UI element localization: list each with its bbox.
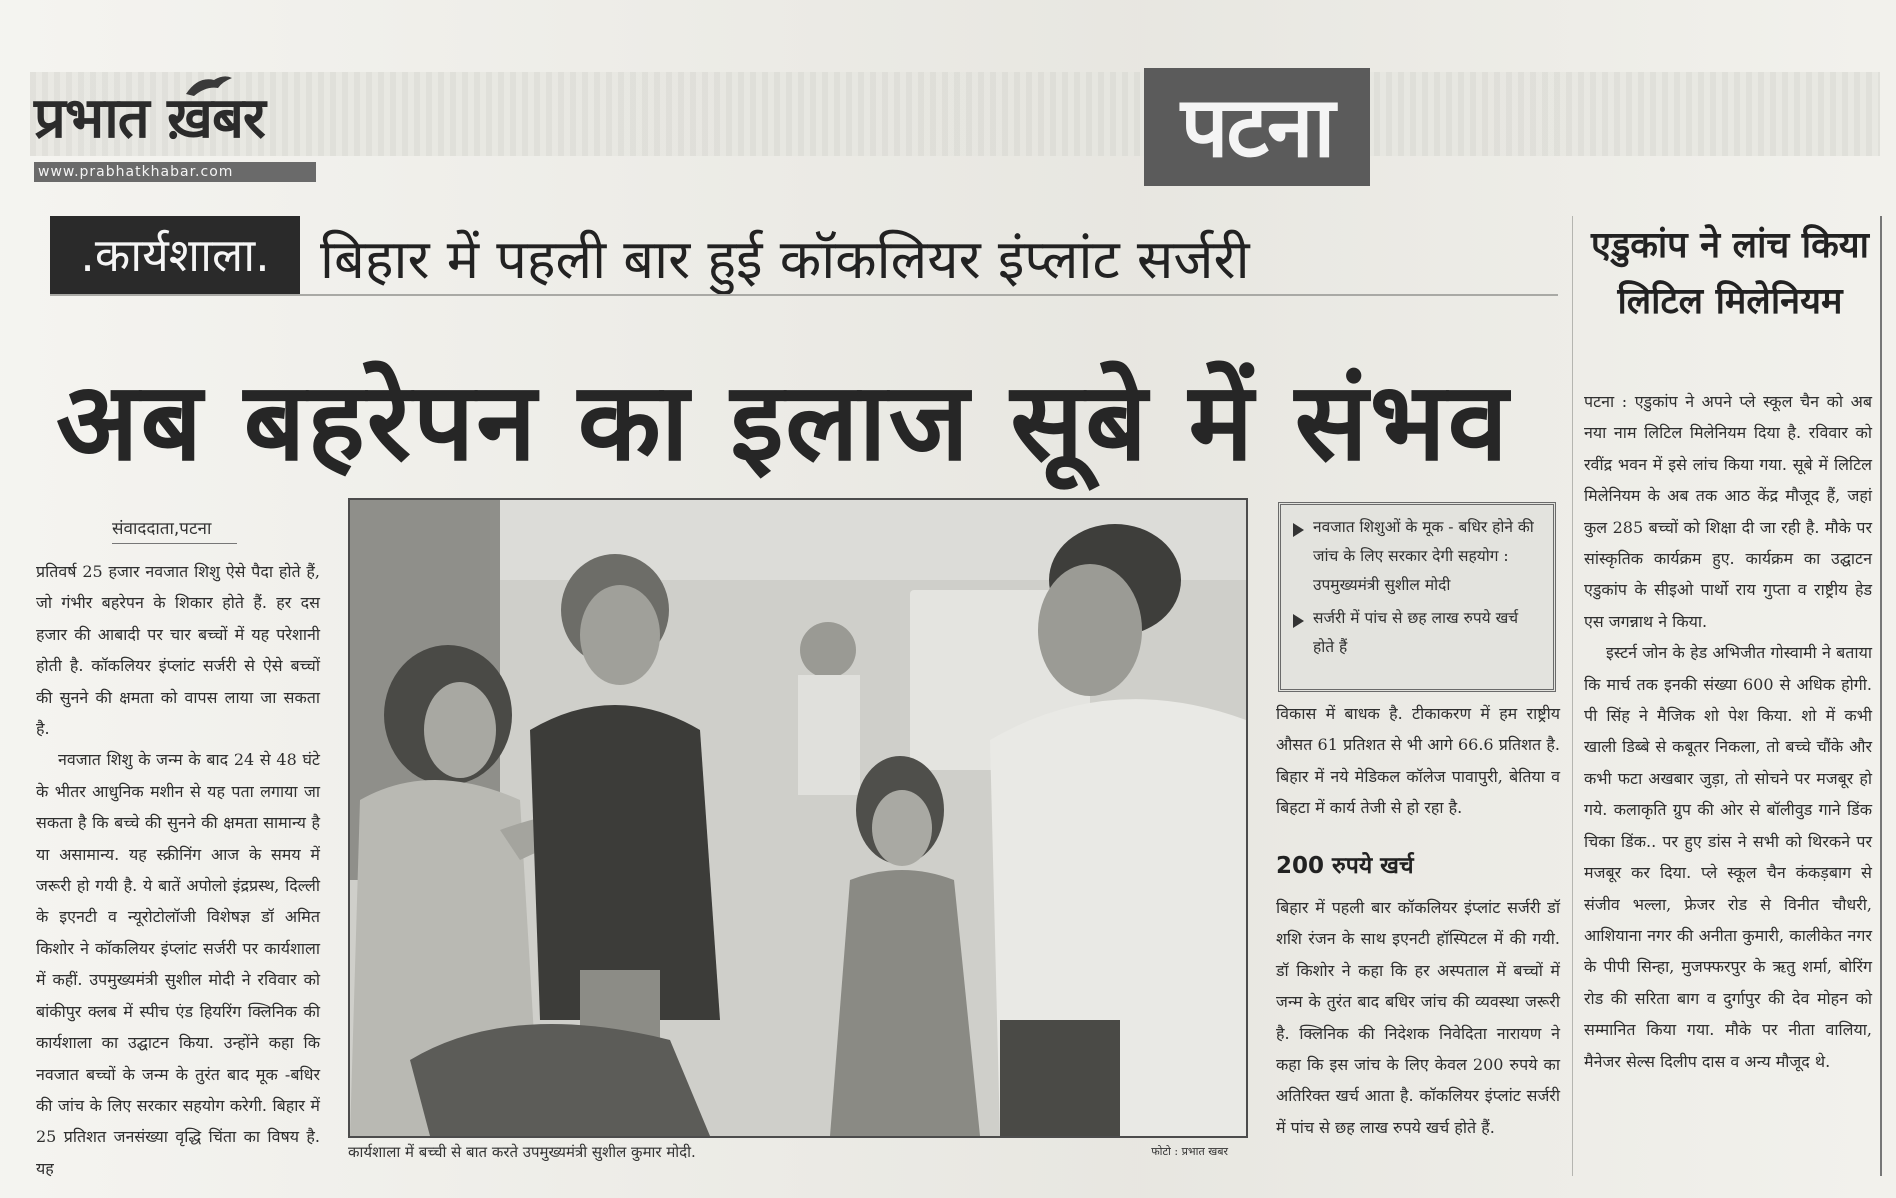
highlight-text: सर्जरी में पांच से छह लाख रुपये खर्च होते हैं — [1313, 609, 1519, 656]
paragraph: बिहार में पहली बार कॉकलियर इंप्लांट सर्जरी डॉ शशि रंजन के साथ इएनटी हॉस्पिटल में की गयी. डॉ किशोर ने कहा कि हर अस्पताल में बच्चों में जन्म के तुरंत बाद बधिर जांच की व्यवस्था जरूरी है. क्लिनिक की निदेशक निवेदिता नारायण ने कहा कि इस जांच के लिए केवल 200 रुपये का अतिरिक्त खर्च आता है. कॉकलियर इंप्लांट सर्जरी में पांच से छह लाख रुपये खर्च होते हैं. — [1276, 898, 1560, 1137]
arrow-bullet-icon — [1293, 614, 1304, 628]
paragraph: प्रतिवर्ष 25 हजार नवजात शिशु ऐसे पैदा होते हैं, जो गंभीर बहरेपन के शिकार होते हैं. हर दस हजार की आबादी पर चार बच्चों में यह परेशानी होती है. कॉकलियर इंप्लांट सर्जरी से ऐसे बच्चों की सुनने की क्षमता को वापस लाया जा सकता है. — [36, 562, 320, 739]
website-url: www.prabhatkhabar.com — [34, 162, 316, 182]
divider — [112, 543, 237, 544]
paragraph: विकास में बाधक है. टीकाकरण में हम राष्ट्रीय औसत 61 प्रतिशत से भी आगे 66.6 प्रतिशत है. बिहार में नये मेडिकल कॉलेज पावापुरी, बेतिया व बिहटा में कार्य तेजी से हो रहा है. — [1276, 704, 1560, 818]
arrow-bullet-icon — [1293, 523, 1304, 537]
photo-caption-bar — [348, 1140, 1248, 1166]
paragraph: इस्टर्न जोन के हेड अभिजीत गोस्वामी ने बताया कि मार्च तक इनकी संख्या 600 से अधिक होगी. पी सिंह ने मैजिक शो पेश किया. शो में कभी खाली डिब्बे से कबूतर निकला, तो बच्चे चौंके और कभी फटा अखबार जुड़ा, तो सोचने पर मजबूर हो गये. कलाकृति ग्रुप की ओर से बॉलीवुड गाने डिंक चिका डिंक.. पर हुए डांस ने सभी को थिरकने पर मजबूर कर दिया. प्ले स्कूल चैन कंकड़बाग से संजीव भल्ला, फ्रेजर रोड से विनीत चौधरी, आशियाना नगर की अनीता कुमारी, कालीकेत नगर के पीपी सिन्हा, मुजफ्फरपुर के ऋतु शर्मा, बोरिंग रोड की सरिता बाग व दुर्गापुर की देव मोहन को सम्मानित किया गया. मौके पर नीता वालिया, मैनेजर सेल्स दिलीप दास व अन्य मौजूद थे. — [1584, 643, 1872, 1071]
logo-text: प्रभात ख़बर — [34, 85, 265, 151]
middle-column-bottom — [1276, 892, 1560, 1143]
divider — [50, 294, 1558, 296]
side-story-column — [1584, 386, 1872, 1077]
kicker-headline: बिहार में पहली बार हुई कॉकलियर इंप्लांट सर्जरी — [320, 228, 1250, 291]
highlight-item — [1291, 513, 1543, 600]
section-label: .कार्यशाला. — [50, 216, 300, 294]
side-story-headline: एडुकांप ने लांच किया लिटिल मिलेनियम — [1591, 225, 1869, 322]
middle-column-top — [1276, 698, 1560, 824]
subheading: 200 रुपये खर्च — [1276, 853, 1414, 879]
newspaper-logo — [34, 78, 314, 188]
page-edge-rule — [1880, 216, 1882, 1176]
photo-credit: फोटो : प्रभात खबर — [1151, 1145, 1228, 1158]
left-article-column — [36, 556, 320, 1184]
news-photo — [348, 498, 1248, 1138]
paragraph: नवजात शिशु के जन्म के बाद 24 से 48 घंटे के भीतर आधुनिक मशीन से यह पता लगाया जा सकता है कि बच्चे की सुनने की क्षमता सामान्य है या असामान्य. यह स्क्रीनिंग आज के समय में जरूरी हो गयी है. ये बातें अपोलो इंद्रप्रस्थ, दिल्ली के इएनटी व न्यूरोटोलॉजी विशेषज्ञ डॉ अमित किशोर ने कॉकलियर इंप्लांट सर्जरी पर कार्यशाला में कहीं. उपमुख्यमंत्री सुशील मोदी ने रविवार को बांकीपुर क्लब में स्पीच एंड हियरिंग क्लिनिक की कार्यशाला का उद्घाटन किया. उन्होंने कहा कि नवजात बच्चों के जन्म के तुरंत बाद मूक -बधिर की जांच के लिए सरकार सहयोग करेगी. बिहार में 25 प्रतिशत जनसंख्या वृद्धि चिंता का विषय है. यह — [36, 750, 320, 1178]
photo-caption: कार्यशाला में बच्ची से बात करते उपमुख्यमंत्री सुशील कुमार मोदी. — [348, 1143, 696, 1161]
city-edition-tag: पटना — [1144, 68, 1370, 186]
column-divider — [1572, 216, 1573, 1176]
highlight-text: नवजात शिशुओं के मूक - बधिर होने की जांच के लिए सरकार देगी सहयोग : उपमुख्यमंत्री सुशील मोदी — [1313, 518, 1534, 594]
byline: संवाददाता,पटना — [112, 519, 212, 539]
paragraph: पटना : एडुकांप ने अपने प्ले स्कूल चैन को अब नया नाम लिटिल मिलेनियम दिया है. रविवार को रवींद्र भवन में इसे लांच किया गया. सूबे में लिटिल मिलेनियम के अब तक आठ केंद्र मौजूद हैं, जहां कुल 285 बच्चों को शिक्षा दी जा रही है. मौके पर सांस्कृतिक कार्यक्रम हुए. कार्यक्रम का उद्घाटन एडुकांप के सीइओ पार्थो राय गुप्ता व राष्ट्रीय हेड एस जगन्नाथ ने किया. — [1584, 392, 1872, 631]
kicker-row — [50, 216, 1550, 296]
main-headline: अब बहरेपन का इलाज सूबे में संभव — [56, 360, 1510, 485]
highlight-item — [1291, 604, 1543, 662]
highlights-box — [1278, 502, 1556, 692]
photo-illustration — [350, 500, 1246, 1136]
